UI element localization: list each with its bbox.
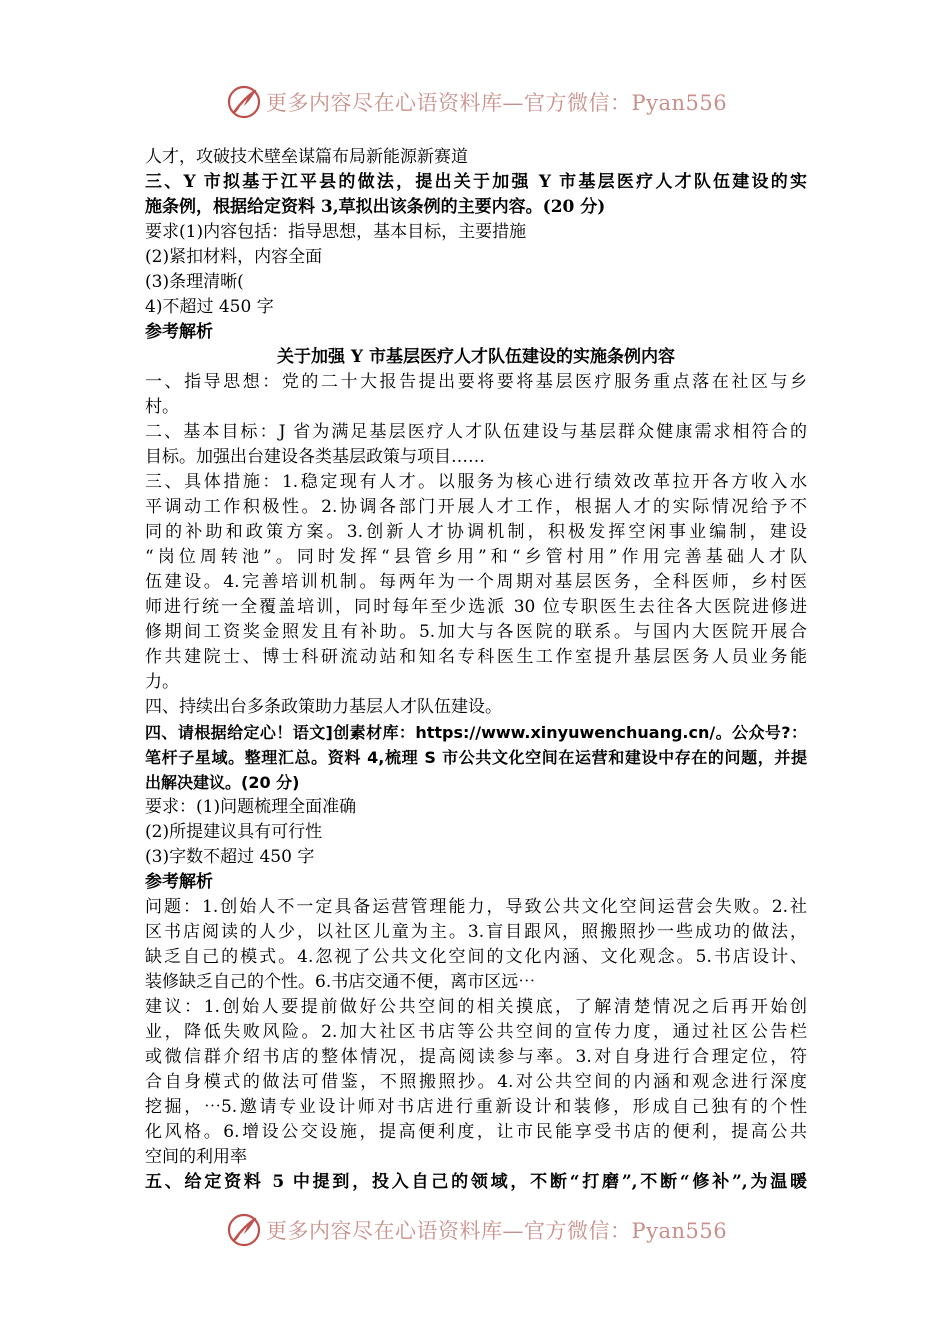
text-line: 缺乏自己的模式。4.忽视了公共文化空间的文化内涵、文化观念。5.书店设计、 [145, 947, 807, 967]
text-line: “岗位周转池”。同时发挥“县管乡用”和“乡管村用”作用完善基础人才队 [145, 547, 807, 567]
text-line: 区书店阅读的人少，以社区儿童为主。3.盲目跟风，照搬照抄一些成功的做法， [145, 922, 807, 942]
requirement-line: 4)不超过 450 字 [145, 297, 274, 317]
text-line: 同的补助和政策方案。3.创新人才协调机制，积极发挥空闲事业编制，建设 [145, 522, 807, 542]
text-line: 平调动工作积极性。2.协调各部门开展人才工作，根据人才的实际情况给予不 [145, 497, 807, 517]
document-body [145, 145, 807, 1195]
text-line: 师进行统一全覆盖培训，同时每年至少选派 30 位专职医生去往各大医院进修进 [145, 597, 807, 617]
text-line: 伍建设。4.完善培训机制。每两年为一个周期对基层医务，全科医师，乡村医 [145, 572, 807, 592]
text-line: 村。 [145, 397, 179, 417]
text-line: 建议：1.创始人要提前做好公共空间的相关摸底，了解清楚情况之后再开始创 [145, 997, 807, 1017]
question-heading: 出解决建议。(20 分) [145, 773, 300, 792]
requirement-line: (2)所提建议具有可行性 [145, 822, 323, 842]
text-line: 四、持续出台多条政策助力基层人才队伍建设。 [145, 697, 502, 717]
quill-logo-icon [226, 84, 262, 120]
requirement-line: 要求(1)内容包括：指导思想，基本目标，主要措施 [145, 222, 527, 242]
section-title: 关于加强 Y 市基层医疗人才队伍建设的实施条例内容 [277, 347, 675, 367]
quill-logo-icon [226, 1212, 262, 1248]
requirement-line: (3)字数不超过 450 字 [145, 847, 315, 867]
text-line: 挖掘，⋯5.邀请专业设计师对书店进行重新设计和装修，形成自己独有的个性 [145, 1097, 807, 1117]
text-line: 三、具体措施：1.稳定现有人才。以服务为核心进行绩效改革拉开各方收入水 [145, 472, 807, 492]
requirement-line: (3)条理清晰( [145, 272, 244, 292]
text-line: 装修缺乏自己的个性。6.书店交通不便，离市区远⋯ [145, 972, 536, 992]
header-banner [226, 82, 746, 122]
question-heading: 笔杆子星域。整理汇总。资料 4,梳理 S 市公共文化空间在运营和建设中存在的问题，并提 [145, 748, 807, 767]
reference-analysis-heading: 参考解析 [145, 322, 213, 342]
text-line: 问题：1.创始人不一定具备运营管理能力，导致公共文化空间运营会失败。2.社 [145, 897, 807, 917]
text-line: 合自身模式的做法可借鉴，不照搬照抄。4.对公共空间的内涵和观念进行深度 [145, 1072, 807, 1092]
question-heading: 五、给定资料 5 中提到，投入自己的领域，不断“打磨”,不断“修补”,为温暖 [145, 1172, 807, 1192]
text-line: 业，降低失败风险。2.加大社区书店等公共空间的宣传力度，通过社区公告栏 [145, 1022, 807, 1042]
requirement-line: 要求：(1)问题梳理全面准确 [145, 797, 357, 817]
text-line: 修期间工资奖金照发且有补助。5.加大与各医院的联系。与国内大医院开展合 [145, 622, 807, 642]
text-line: 目标。加强出台建设各类基层政策与项目…… [145, 447, 485, 467]
text-line: 空间的利用率 [145, 1147, 247, 1167]
question-heading: 四、请根据给定心！语文]创素材库：https://www.xinyuwenchuang.cn/。公众号?： [145, 723, 807, 742]
reference-analysis-heading: 参考解析 [145, 872, 213, 892]
text-line: 或微信群介绍书店的整体情况，提高阅读参与率。3.对自身进行合理定位，符 [145, 1047, 807, 1067]
question-heading: 三、Y 市拟基于江平县的做法，提出关于加强 Y 市基层医疗人才队伍建设的实 [145, 172, 807, 192]
question-heading: 施条例，根据给定资料 3,草拟出该条例的主要内容。(20 分) [145, 197, 606, 217]
text-line: 作共建院士、博士科研流动站和知名专科医生工作室提升基层医务人员业务能 [145, 647, 807, 667]
header-banner-text: 更多内容尽在心语资料库—官方微信：Pyan556 [266, 91, 728, 115]
requirement-line: (2)紧扣材料，内容全面 [145, 247, 323, 267]
text-line: 人才，攻破技术壁垒谋篇布局新能源新赛道 [145, 147, 468, 167]
footer-banner-text: 更多内容尽在心语资料库—官方微信：Pyan556 [266, 1219, 728, 1243]
text-line: 一、指导思想：党的二十大报告提出要将要将基层医疗服务重点落在社区与乡 [145, 372, 807, 392]
text-line: 化风格。6.增设公交设施，提高便利度，让市民能享受书店的便利，提高公共 [145, 1122, 807, 1142]
footer-banner [226, 1210, 746, 1250]
text-line: 力。 [145, 672, 179, 692]
text-line: 二、基本目标：J 省为满足基层医疗人才队伍建设与基层群众健康需求相符合的 [145, 422, 807, 442]
